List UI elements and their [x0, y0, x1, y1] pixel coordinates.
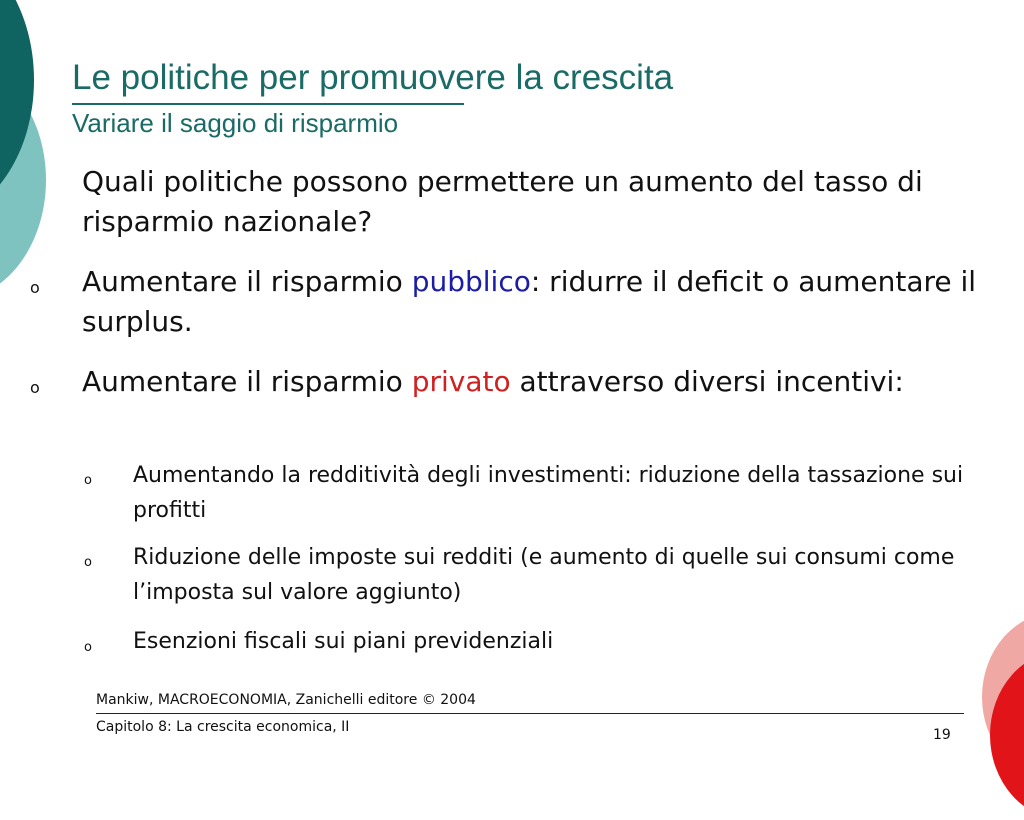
highlight-privato: privato: [411, 365, 511, 398]
footer-credit: Mankiw, MACROECONOMIA, Zanichelli editore © 2004: [96, 692, 476, 708]
bullet-text-before: Aumentare il risparmio: [82, 365, 412, 398]
bullet-public-saving: [82, 262, 982, 342]
footer-chapter: Capitolo 8: La crescita economica, II: [96, 719, 350, 735]
bullet-text-after: attraverso diversi incentivi:: [510, 365, 904, 398]
page-number: 19: [933, 727, 951, 743]
footer-divider: [96, 713, 964, 714]
bullet-text-before: Aumentare il risparmio: [82, 265, 412, 298]
slide-title: Le politiche per promuovere la crescita: [72, 58, 674, 97]
sub-bullet-pension-exemptions: Esenzioni fiscali sui piani previdenziali: [133, 629, 554, 654]
sub-bullet-marker: o: [84, 555, 92, 570]
sub-bullet-income-tax: Riduzione delle imposte sui redditi (e aumento di quelle sui consumi come l’imposta sul valore aggiunto): [133, 545, 955, 605]
bullet-marker: o: [30, 278, 40, 297]
highlight-pubblico: pubblico: [411, 265, 531, 298]
sub-bullet-marker: o: [84, 640, 92, 655]
sub-bullet-investment-returns: Aumentando la redditività degli investimenti: riduzione della tassazione sui profitti: [133, 463, 964, 523]
sub-bullet-marker: o: [84, 473, 92, 488]
title-underline: [72, 103, 464, 105]
bullet-text-after: : ridurre il deficit o aumentare il surplus.: [82, 265, 977, 338]
bullet-private-saving: [82, 362, 982, 402]
slide-subtitle: Variare il saggio di risparmio: [72, 108, 399, 138]
bullet-marker: o: [30, 378, 40, 397]
intro-question: Quali politiche possono permettere un aumento del tasso di risparmio nazionale?: [82, 165, 923, 238]
